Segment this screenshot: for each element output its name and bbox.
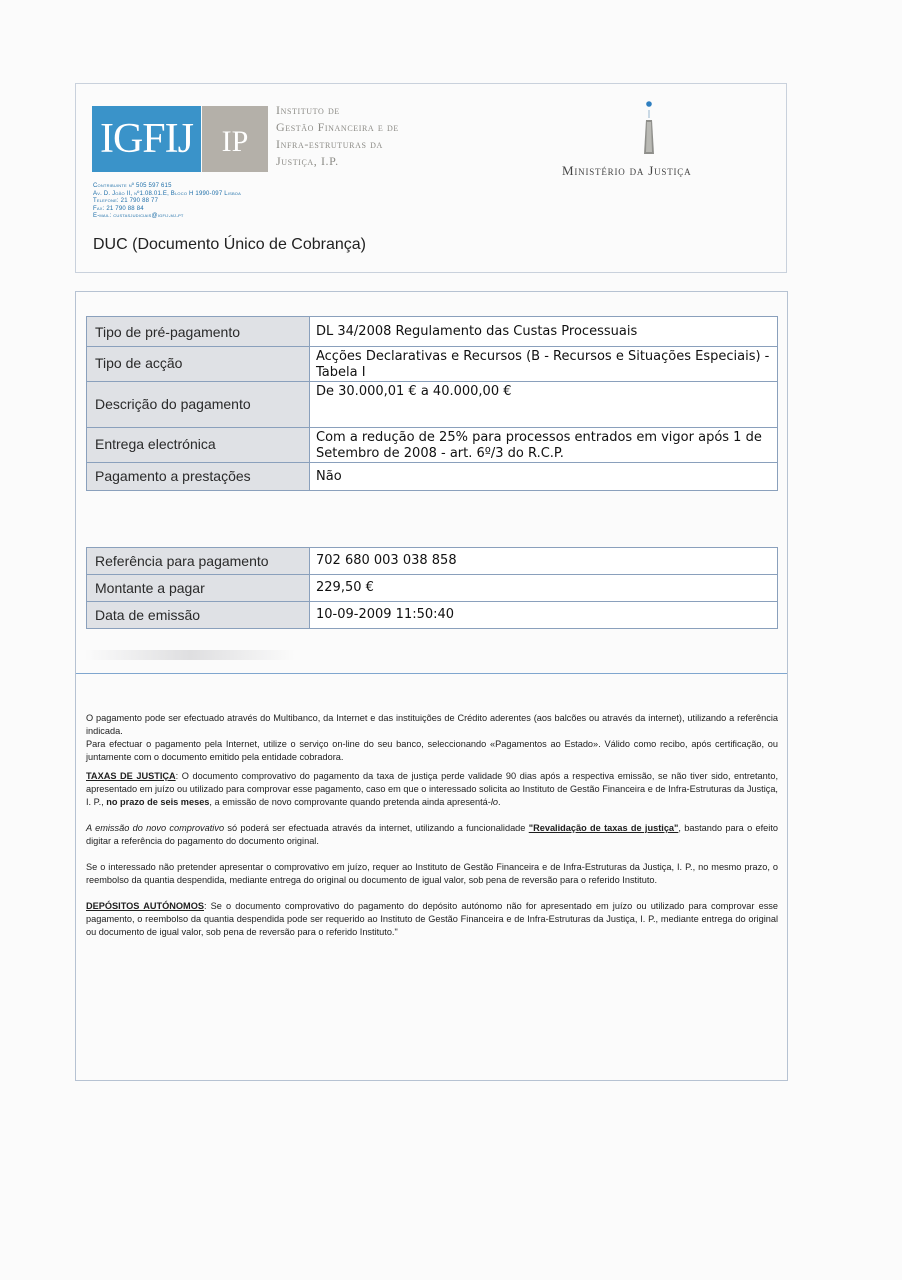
revalidation-text: só poderá ser efectuada através da internet, utilizando a funcionalidade: [224, 823, 529, 833]
revalidation-text: , bastando para o efeito digitar a referência do pagamento do documento original.: [86, 823, 778, 846]
row-label: Referência para pagamento: [87, 548, 310, 575]
row-label: Descrição do pagamento: [87, 382, 310, 428]
deposits-text: : Se o documento comprovativo do pagamento do depósito autónomo não for apresentado em juízo ou utilizado para comprovar esse pagamento, o reembolso da quantia despendida pode ser requerido ao Instituto de Gestão Financeira e de Infra-Estruturas da Justiça, I. P., mediante entrega do original ou documento de igual valor, sob pena de reversão para o referido Instituto.": [86, 901, 779, 937]
reference-value: 702 680 003 038 858: [310, 548, 778, 575]
taxas-text: lo: [490, 797, 499, 807]
internet-payment-text: Para efectuar o pagamento pela Internet, utilize o serviço on-line do seu banco, seleccionando «Pagamentos ao Estado». Válido como recibo, após certificação, ou juntamente com o documento emitido pela entidade cobradora.: [86, 739, 778, 762]
ministry-name: Ministério da Justiça: [562, 163, 692, 178]
row-value: DL 34/2008 Regulamento das Custas Processuais: [310, 317, 778, 347]
table-row: [87, 602, 778, 629]
table-row: [87, 347, 778, 382]
section-divider: [76, 673, 787, 674]
institute-line: Instituto de: [276, 103, 340, 117]
contact-line: E-mail: custasjudiciais@igfij.mj.pt: [93, 213, 184, 219]
refund-paragraph: Se o interessado não pretender apresentar o comprovativo em juízo, requer ao Instituto de Gestão Financeira e de Infra-Estruturas da Justiça, I. P., no mesmo prazo, o reembolso da quantia despendida, mediante entrega do original ou documento de igual valor, sob pena de reversão para o referido Instituto.: [86, 862, 778, 885]
deposits-heading: DEPÓSITOS AUTÓNOMOS: [86, 901, 204, 911]
contact-line: Fax: 21 790 88 84: [93, 205, 144, 212]
table-row: [87, 463, 778, 491]
row-label: Tipo de pré-pagamento: [87, 317, 310, 347]
taxas-paragraph: [86, 770, 778, 809]
row-label: Entrega electrónica: [87, 428, 310, 463]
document-title: DUC (Documento Único de Cobrança): [93, 236, 366, 253]
contact-line: Av. D. João II, nº1.08.01.E, Bloco H 1990-097 Lisboa: [93, 190, 241, 197]
institute-name: [276, 102, 466, 170]
row-label: Data de emissão: [87, 602, 310, 629]
issue-date-value: 10-09-2009 11:50:40: [310, 602, 778, 629]
institute-line: Justiça, I.P.: [276, 154, 339, 168]
contact-line: Telefone: 21 790 88 77: [93, 198, 159, 204]
row-label: Tipo de acção: [87, 347, 310, 382]
table-row: [87, 428, 778, 463]
row-value: Com a redução de 25% para processos entrados em vigor após 1 de Setembro de 2008 - art. 6º/3 do R.C.P.: [310, 428, 778, 463]
row-value: De 30.000,01 € a 40.000,00 €: [310, 382, 778, 428]
institute-contacts: [93, 183, 241, 221]
taxas-heading: TAXAS DE JUSTIÇA: [86, 771, 176, 781]
payment-methods-text: O pagamento pode ser efectuado através do Multibanco, da Internet e das instituições de Crédito aderentes (aos balcões ou através da internet), utilizando a referência indicada.: [86, 713, 778, 736]
legal-notes: [86, 712, 778, 945]
table-row: [87, 548, 778, 575]
row-value: Não: [310, 463, 778, 491]
taxas-text: : O documento comprovativo do pagamento da taxa de justiça perde validade 90 dias após a respectiva emissão, se não tiver sido, entretanto, apresentado em juízo ou utilizado para comprovar esse pagamento, caso em que o interessado solicita ao Instituto de Gestão Financeira e de Infra-Estruturas da Justiça, I. P.,: [86, 771, 778, 807]
contact-line: Contribuinte nº 505 597 615: [93, 183, 172, 189]
taxas-text: .: [498, 797, 501, 807]
table-row: [87, 317, 778, 347]
ip-logo: IP: [202, 106, 268, 172]
row-value: Acções Declarativas e Recursos (B - Recursos e Situações Especiais) - Tabela I: [310, 347, 778, 382]
institute-line: Infra-estruturas da: [276, 137, 383, 151]
row-label: Montante a pagar: [87, 575, 310, 602]
scan-artifact: [85, 650, 295, 660]
payment-reference-table: [86, 547, 778, 629]
taxas-text: , a emissão de novo comprovante quando pretenda ainda apresentá-: [209, 797, 491, 807]
row-label: Pagamento a prestações: [87, 463, 310, 491]
revalidation-link[interactable]: "Revalidação de taxas de justiça": [528, 823, 679, 833]
table-row: [87, 382, 778, 428]
deadline-emphasis: no prazo de seis meses: [106, 797, 210, 807]
revalidation-paragraph: [86, 822, 778, 848]
igfij-logo: IGFIJ: [92, 106, 201, 172]
document-header: [75, 83, 787, 273]
revalidation-intro: A emissão do novo comprovativo: [86, 823, 225, 833]
table-row: [87, 575, 778, 602]
amount-value: 229,50 €: [310, 575, 778, 602]
deposits-paragraph: [86, 900, 778, 939]
institute-line: Gestão Financeira e de: [276, 120, 399, 134]
payment-details-table: [86, 316, 778, 491]
